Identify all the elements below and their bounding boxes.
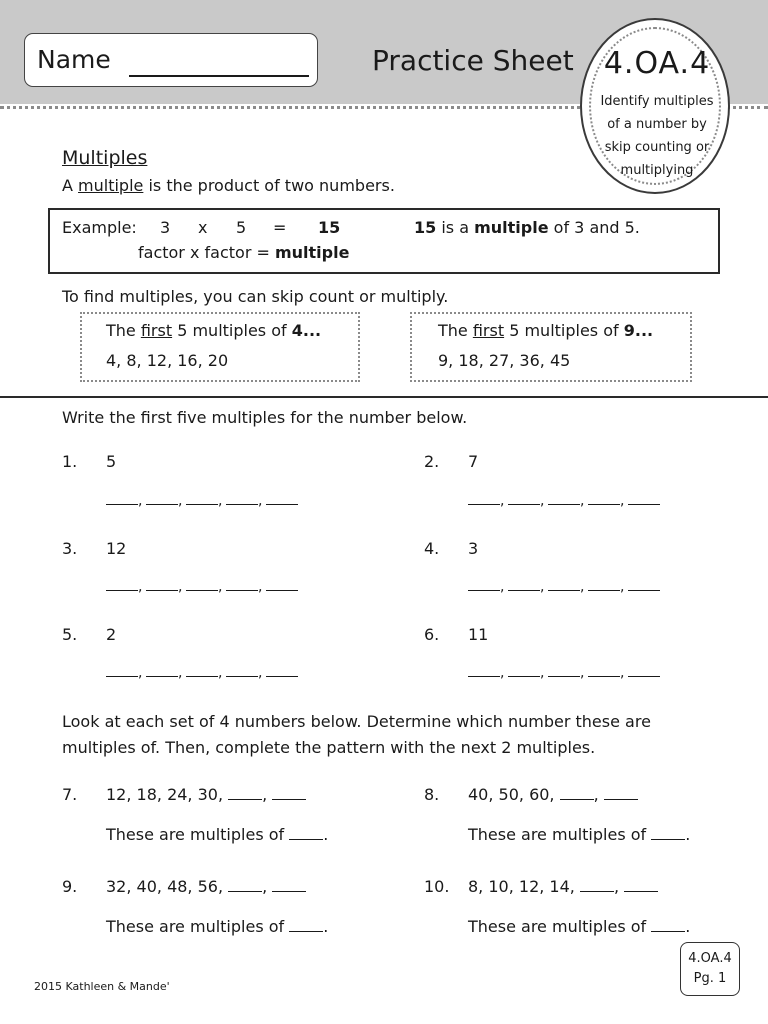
box4-list: 4, 8, 12, 16, 20 [106,351,229,370]
answer-blanks: , , , , [106,494,298,508]
definition-word: multiple [78,176,144,195]
pattern-blank[interactable] [272,785,306,800]
answer-blank[interactable] [588,666,620,677]
answer-prefix: These are multiples of [106,917,290,936]
pattern-sequence: 32, 40, 48, 56, [106,877,224,896]
box4-num: 4... [291,321,322,340]
box9-mid: 5 multiples of [504,321,624,340]
answer-blank[interactable] [548,666,580,677]
answer-blank[interactable] [226,580,258,591]
problem-number: 8. [424,785,440,804]
pattern-sequence: 12, 18, 24, 30, [106,785,224,804]
name-box [24,33,318,87]
answer-suffix: . [323,917,329,936]
example-formula [138,243,349,262]
page-title: Practice Sheet [372,44,574,77]
standard-desc-line: skip counting or [604,140,710,155]
answer-blank[interactable] [508,666,540,677]
answer-suffix: . [685,825,691,844]
answer-blanks: , , , , [468,494,660,508]
page-box-page: Pg. 1 [693,971,727,986]
example-product: 15 [318,218,341,237]
example-note-number: 15 [414,218,437,237]
answer-blank[interactable] [186,580,218,591]
answer-blank[interactable] [106,494,138,505]
part2-instruction-line-2: multiples of. Then, complete the pattern with the next 2 multiples. [62,738,596,757]
multiple-of-blank[interactable] [651,917,685,932]
multiple-of-blank[interactable] [289,917,323,932]
pattern-blank[interactable] [580,877,614,892]
pattern-blank[interactable] [228,785,262,800]
answer-prefix: These are multiples of [468,917,652,936]
pattern-answer [468,825,690,844]
pattern-blank[interactable] [228,877,262,892]
standard-badge [580,18,730,194]
name-label: Name [37,45,111,74]
example-note-end: of 3 and 5. [548,218,640,237]
definition-prefix: A [62,176,79,195]
box4-pre: The [106,321,141,340]
pattern-row: 40, 50, 60, , [468,785,638,804]
standard-description [596,90,718,182]
copyright-footer: 2015 Kathleen & Mande' [34,980,170,993]
example-note-mid: is a [436,218,475,237]
answer-suffix: . [685,917,691,936]
example-note-bold: multiple [474,218,549,237]
answer-blank[interactable] [628,666,660,677]
pattern-blank[interactable] [604,785,638,800]
problem-value: 7 [468,452,479,471]
part1-instruction: Write the first five multiples for the number below. [62,408,468,427]
box9-first: first [472,321,505,340]
example-formula-plain: factor x factor = [138,243,275,262]
answer-blank[interactable] [266,666,298,677]
box9-num: 9... [623,321,654,340]
problem-value: 3 [468,539,479,558]
box9-heading [438,321,653,340]
problem-number: 1. [62,452,78,471]
answer-blank[interactable] [588,494,620,505]
answer-blanks: , , , , [468,580,660,594]
problem-number: 5. [62,625,78,644]
example-formula-bold: multiple [274,243,350,262]
answer-blanks: , , , , [106,666,298,680]
pattern-blank[interactable] [624,877,658,892]
definition-suffix: is the product of two numbers. [143,176,395,195]
problem-value: 12 [106,539,127,558]
standard-desc-line: Identify multiples [600,94,714,109]
box9-pre: The [438,321,473,340]
answer-blank[interactable] [186,494,218,505]
answer-blank[interactable] [548,494,580,505]
example-factor-1: 3 [160,218,171,237]
problem-number: 9. [62,877,78,896]
pattern-row: 32, 40, 48, 56, , [106,877,306,896]
answer-blank[interactable] [628,494,660,505]
problem-value: 5 [106,452,117,471]
answer-blank[interactable] [106,666,138,677]
name-blank-line[interactable] [129,75,309,77]
answer-prefix: These are multiples of [106,825,290,844]
part2-instruction-line-1: Look at each set of 4 numbers below. Determine which number these are [62,712,651,731]
answer-blank[interactable] [508,580,540,591]
answer-blanks: , , , , [468,666,660,680]
pattern-sequence: 8, 10, 12, 14, [468,877,575,896]
problem-number: 2. [424,452,440,471]
standard-desc-line: multiplying [620,163,694,178]
pattern-row: 8, 10, 12, 14, , [468,877,658,896]
answer-prefix: These are multiples of [468,825,652,844]
multiple-of-blank[interactable] [651,825,685,840]
problem-number: 4. [424,539,440,558]
answer-blank[interactable] [468,580,500,591]
example-label: Example: [62,218,137,237]
box4-mid: 5 multiples of [172,321,292,340]
problem-value: 11 [468,625,489,644]
page-box-code: 4.OA.4 [688,951,732,966]
answer-blank[interactable] [548,580,580,591]
standard-desc-line: of a number by [607,117,707,132]
pattern-answer [468,917,690,936]
box9-list: 9, 18, 27, 36, 45 [438,351,571,370]
example-note [414,218,640,237]
answer-suffix: . [323,825,329,844]
standard-code: 4.OA.4 [603,46,711,81]
section-heading: Multiples [62,147,148,169]
pattern-row: 12, 18, 24, 30, , [106,785,306,804]
example-equals: = [273,218,287,237]
pattern-answer [106,917,328,936]
answer-blanks: , , , , [106,580,298,594]
box4-first: first [140,321,173,340]
problem-number: 3. [62,539,78,558]
answer-blank[interactable] [146,580,178,591]
answer-blank[interactable] [266,580,298,591]
answer-blank[interactable] [628,580,660,591]
answer-blank[interactable] [146,666,178,677]
multiple-of-blank[interactable] [289,825,323,840]
example-times: x [198,218,208,237]
answer-blank[interactable] [468,494,500,505]
pattern-blank[interactable] [272,877,306,892]
find-multiples-text: To find multiples, you can skip count or multiply. [62,287,449,306]
answer-blank[interactable] [106,580,138,591]
page-number-box [680,942,740,996]
example-factor-2: 5 [236,218,247,237]
problem-number: 7. [62,785,78,804]
answer-blank[interactable] [468,666,500,677]
pattern-blank[interactable] [560,785,594,800]
answer-blank[interactable] [186,666,218,677]
problem-number: 10. [424,877,450,896]
answer-blank[interactable] [588,580,620,591]
answer-blank[interactable] [146,494,178,505]
definition-text [62,176,395,195]
answer-blank[interactable] [226,666,258,677]
answer-blank[interactable] [266,494,298,505]
answer-blank[interactable] [508,494,540,505]
problem-value: 2 [106,625,117,644]
pattern-answer [106,825,328,844]
box4-heading [106,321,321,340]
problem-number: 6. [424,625,440,644]
section-divider [0,396,768,398]
pattern-sequence: 40, 50, 60, [468,785,555,804]
answer-blank[interactable] [226,494,258,505]
